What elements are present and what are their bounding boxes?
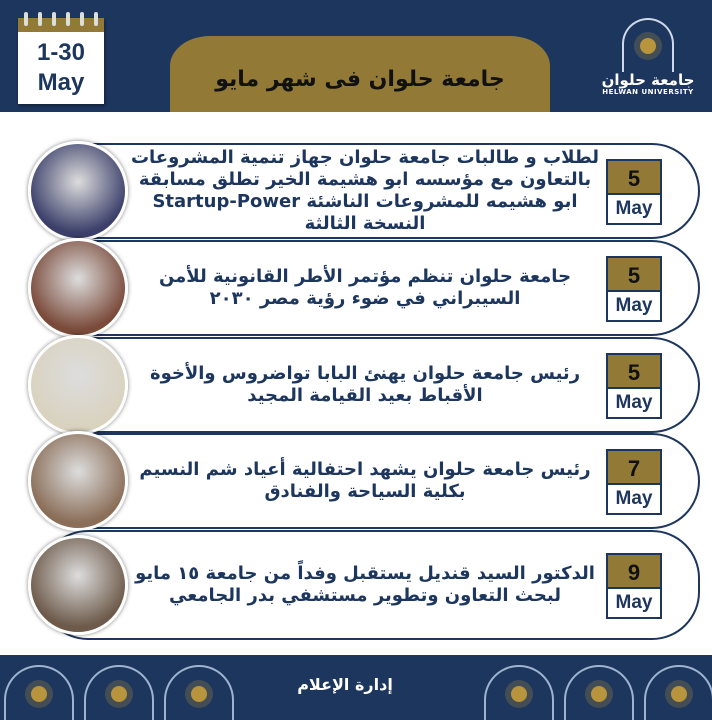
day-number: 5 bbox=[608, 355, 660, 389]
header bbox=[0, 0, 712, 112]
news-photo bbox=[28, 238, 128, 338]
month-label: May bbox=[37, 69, 85, 96]
date-calendar-icon bbox=[606, 159, 662, 225]
atom-icon bbox=[564, 665, 634, 720]
date-range: 1-30 bbox=[36, 39, 86, 66]
news-photo bbox=[28, 431, 128, 531]
atom-icon bbox=[644, 665, 712, 720]
month-label: May bbox=[615, 488, 653, 509]
atom-icon bbox=[4, 665, 74, 720]
month-label: May bbox=[615, 392, 653, 413]
date-calendar-icon bbox=[606, 256, 662, 322]
date-calendar-icon bbox=[606, 449, 662, 515]
university-logo bbox=[600, 18, 696, 106]
date-calendar-icon bbox=[606, 353, 662, 419]
atom-icon bbox=[622, 18, 674, 72]
day-number: 5 bbox=[608, 161, 660, 195]
news-text[interactable]: لطلاب و طالبات جامعة حلوان جهاز تنمية المشروعات بالتعاون مع مؤسسه ابو هشيمة الخير تطلق مسابقة ابو هشيمه للمشروعات الناشئة Startup-Power النسخة الثالثة bbox=[130, 147, 600, 234]
news-text[interactable]: رئيس جامعة حلوان يشهد احتفالية أعياد شم النسيم بكلية السياحة والفنادق bbox=[139, 459, 591, 502]
month-label: May bbox=[615, 592, 653, 613]
atom-icon bbox=[484, 665, 554, 720]
calendar-icon bbox=[18, 18, 104, 104]
news-photo bbox=[28, 335, 128, 435]
atom-icon bbox=[84, 665, 154, 720]
footer bbox=[0, 655, 712, 720]
day-number: 7 bbox=[608, 451, 660, 485]
month-label: May bbox=[615, 295, 653, 316]
day-number: 5 bbox=[608, 258, 660, 292]
atom-icon bbox=[164, 665, 234, 720]
footer-title: إدارة الإعلام bbox=[297, 675, 393, 694]
day-number: 9 bbox=[608, 555, 660, 589]
news-text[interactable]: الدكتور السيد قنديل يستقبل وفداً من جامعة ١٥ مايو لبحث التعاون وتطوير مستشفي بدر الجامعي bbox=[135, 563, 595, 606]
logo-arabic: جامعة حلوان bbox=[601, 71, 695, 89]
page-title: جامعة حلوان فى شهر مايو bbox=[170, 36, 550, 112]
news-text[interactable]: جامعة حلوان تنظم مؤتمر الأطر القانونية للأمن السيبراني في ضوء رؤية مصر ٢٠٣٠ bbox=[158, 266, 572, 309]
news-photo bbox=[28, 141, 128, 241]
news-text[interactable]: رئيس جامعة حلوان يهنئ البابا تواضروس والأخوة الأقباط بعيد القيامة المجيد bbox=[149, 363, 581, 406]
logo-english: HELWAN UNIVERSITY bbox=[602, 88, 694, 96]
news-photo bbox=[28, 535, 128, 635]
date-calendar-icon bbox=[606, 553, 662, 619]
month-label: May bbox=[615, 198, 653, 219]
